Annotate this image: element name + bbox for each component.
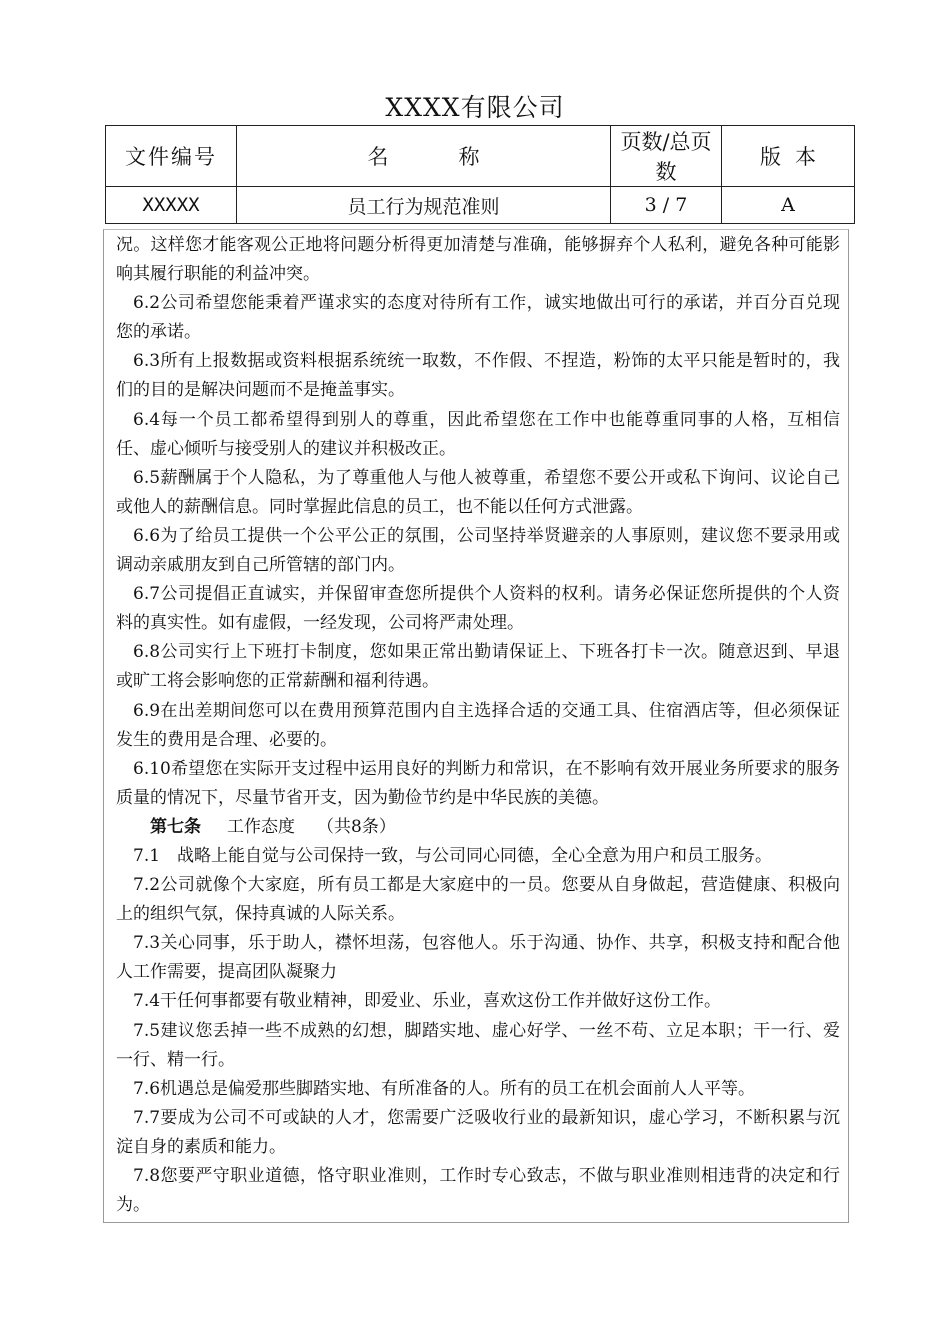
file-number-label: 文件编号 xyxy=(106,126,237,187)
clause-7-5: 7.5建议您丢掉一些不成熟的幻想，脚踏实地、虚心好学、一丝不苟、立足本职；干一行、爱一行、精一行。 xyxy=(116,1020,840,1070)
clause-7-2: 7.2公司就像个大家庭，所有员工都是大家庭中的一员。您要从自身做起，营造健康、积极向上的组织气氛，保持真诚的人际关系。 xyxy=(116,875,840,925)
clause-6-6: 6.6为了给员工提供一个公平公正的氛围，公司坚持举贤避亲的人事原则，建议您不要录用或调动亲戚朋友到自己所管辖的部门内。 xyxy=(116,525,840,576)
company-title: XXXX有限公司 xyxy=(385,93,565,122)
clause-6-7: 6.7公司提倡正直诚实，并保留审查您所提供个人资料的权利。请务必保证您所提供的个人资料的真实性。如有虚假，一经发现，公司将严肃处理。 xyxy=(116,584,840,634)
clause-6-5: 6.5薪酬属于个人隐私，为了尊重他人与他人被尊重，希望您不要公开或私下询问、议论自己或他人的薪酬信息。同时掌握此信息的员工，也不能以任何方式泄露。 xyxy=(116,467,840,517)
document-name-value: 员工行为规范准则 xyxy=(237,187,611,224)
clause-7-1: 7.1 战略上能自觉与公司保持一致，与公司同心同德，全心全意为用户和员工服务。 xyxy=(133,845,773,866)
article-7-heading xyxy=(116,813,840,842)
clause-7-7: 7.7要成为公司不可或缺的人才，您需要广泛吸收行业的最新知识，虚心学习，不断积累与沉淀自身的素质和能力。 xyxy=(116,1107,840,1157)
article-count: （共8条） xyxy=(317,816,396,837)
version-value: A xyxy=(722,187,855,224)
clause-6-4: 6.4每一个员工都希望得到别人的尊重，因此希望您在工作中也能尊重同事的人格，互相信任、虚心倾听与接受别人的建议并积极改正。 xyxy=(116,409,840,459)
version-label: 版本 xyxy=(722,126,855,187)
article-number: 第七条 xyxy=(150,816,201,837)
clause-6-10: 6.10希望您在实际开支过程中运用良好的判断力和常识，在不影响有效开展业务所要求的服务质量的情况下，尽量节省开支，因为勤俭节约是中华民族的美德。 xyxy=(116,758,840,808)
pages-value: 3 / 7 xyxy=(611,187,722,224)
pages-label: 页数/总页数 xyxy=(611,126,722,187)
paragraph: 况。这样您才能客观公正地将问题分析得更加清楚与准确，能够摒弃个人私利，避免各种可能影响其履行职能的利益冲突。 xyxy=(116,235,840,285)
name-label: 名称 xyxy=(237,126,611,187)
clause-6-3: 6.3所有上报数据或资料根据系统统一取数，不作假、不捏造，粉饰的太平只能是暂时的，我们的目的是解决问题而不是掩盖事实。 xyxy=(116,351,840,401)
clause-6-9: 6.9在出差期间您可以在费用预算范围内自主选择合适的交通工具、住宿酒店等，但必须保证发生的费用是合理、必要的。 xyxy=(116,700,840,750)
document-header-table xyxy=(105,125,855,224)
clause-6-2: 6.2公司希望您能秉着严谨求实的态度对待所有工作，诚实地做出可行的承诺，并百分百兑现您的承诺。 xyxy=(116,293,840,343)
document-body xyxy=(116,231,840,1220)
clause-7-3: 7.3关心同事，乐于助人，襟怀坦荡，包容他人。乐于沟通、协作、共享，积极支持和配合他人工作需要，提高团队凝聚力 xyxy=(116,933,840,983)
article-title: 工作态度 xyxy=(227,816,295,837)
clause-7-8: 7.8您要严守职业道德，恪守职业准则，工作时专心致志，不做与职业准则相违背的决定和行为。 xyxy=(116,1166,840,1216)
clause-6-8: 6.8公司实行上下班打卡制度，您如果正常出勤请保证上、下班各打卡一次。随意迟到、早退或旷工将会影响您的正常薪酬和福利待遇。 xyxy=(116,642,840,692)
file-number-value: XXXXX xyxy=(106,187,237,224)
clause-7-6: 7.6机遇总是偏爱那些脚踏实地、有所准备的人。所有的员工在机会面前人人平等。 xyxy=(133,1078,756,1099)
clause-7-4: 7.4干任何事都要有敬业精神，即爱业、乐业，喜欢这份工作并做好这份工作。 xyxy=(133,991,722,1012)
